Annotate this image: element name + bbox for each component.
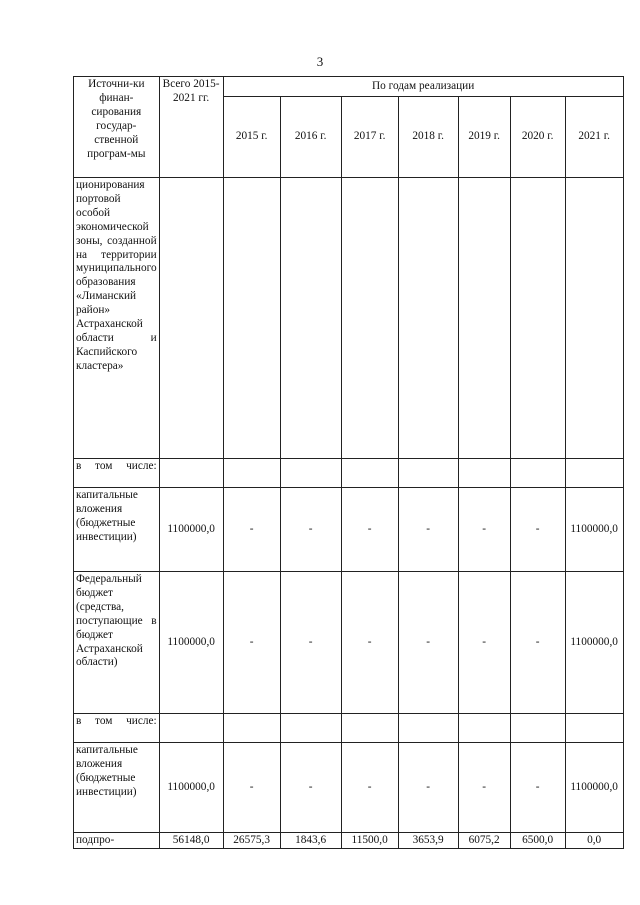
row-total [159, 459, 223, 488]
row-source: в том числе: [74, 714, 160, 743]
year-cell: - [341, 488, 398, 572]
year-cell [280, 714, 341, 743]
row-total: 1100000,0 [159, 488, 223, 572]
year-cell: 1100000,0 [565, 488, 623, 572]
year-cell: 3653,9 [398, 833, 458, 849]
year-cell [510, 459, 565, 488]
row-source: ционирования портовой особой экономической зоны, созданной на территории муниципального образования «Лиманский район» Астраханской области и Каспийского кластера» [74, 178, 160, 459]
year-cell: - [458, 743, 510, 833]
year-cell [341, 714, 398, 743]
year-cell: 6075,2 [458, 833, 510, 849]
year-cell: 1100000,0 [565, 572, 623, 714]
row-source: капитальные вложения (бюджетные инвестиции) [74, 488, 160, 572]
table-row [74, 833, 624, 849]
year-cell [223, 459, 280, 488]
year-cell [565, 459, 623, 488]
table-row [74, 488, 624, 572]
header-year: 2020 г. [510, 97, 565, 178]
row-source: Федеральный бюджет (средства, поступающие в бюджет Астраханской области) [74, 572, 160, 714]
year-cell [565, 178, 623, 459]
header-year: 2016 г. [280, 97, 341, 178]
year-cell: - [341, 572, 398, 714]
year-cell: - [280, 743, 341, 833]
row-total: 1100000,0 [159, 743, 223, 833]
row-total: 56148,0 [159, 833, 223, 849]
year-cell: - [458, 488, 510, 572]
row-total [159, 178, 223, 459]
year-cell: - [223, 743, 280, 833]
year-cell: 1100000,0 [565, 743, 623, 833]
table-row [74, 743, 624, 833]
year-cell: - [280, 572, 341, 714]
year-cell [280, 459, 341, 488]
year-cell [510, 714, 565, 743]
year-cell [510, 178, 565, 459]
header-by-years: По годам реализации [223, 77, 623, 97]
row-source: подпро- [74, 833, 160, 849]
year-cell [458, 178, 510, 459]
row-total [159, 714, 223, 743]
header-row [74, 77, 624, 97]
year-cell [398, 459, 458, 488]
year-cell: - [223, 572, 280, 714]
year-cell [280, 178, 341, 459]
year-cell [458, 714, 510, 743]
year-cell [458, 459, 510, 488]
year-cell [341, 178, 398, 459]
year-cell [223, 714, 280, 743]
header-year: 2021 г. [565, 97, 623, 178]
year-cell [565, 714, 623, 743]
row-source: капитальные вложения (бюджетные инвестиции) [74, 743, 160, 833]
year-cell: - [280, 488, 341, 572]
year-cell: 0,0 [565, 833, 623, 849]
header-year: 2018 г. [398, 97, 458, 178]
table-row [74, 178, 624, 459]
funding-table [73, 76, 624, 849]
table-row [74, 459, 624, 488]
header-year: 2017 г. [341, 97, 398, 178]
year-cell: 6500,0 [510, 833, 565, 849]
row-total: 1100000,0 [159, 572, 223, 714]
row-source: в том числе: [74, 459, 160, 488]
header-source: Источни-ки финан-сирования государ-ственной програм-мы [74, 77, 160, 178]
year-cell [223, 178, 280, 459]
year-cell: - [223, 488, 280, 572]
year-cell: - [510, 572, 565, 714]
year-cell [398, 714, 458, 743]
year-cell: - [341, 743, 398, 833]
header-year: 2015 г. [223, 97, 280, 178]
table-row [74, 572, 624, 714]
year-cell: - [398, 743, 458, 833]
header-year: 2019 г. [458, 97, 510, 178]
year-cell: 26575,3 [223, 833, 280, 849]
year-cell [341, 459, 398, 488]
year-cell: - [510, 488, 565, 572]
year-cell: - [398, 488, 458, 572]
table-row [74, 714, 624, 743]
year-cell: - [398, 572, 458, 714]
year-cell: 1843,6 [280, 833, 341, 849]
header-total: Всего 2015-2021 гг. [159, 77, 223, 178]
page-number: 3 [316, 54, 324, 69]
year-cell: 11500,0 [341, 833, 398, 849]
year-cell [398, 178, 458, 459]
year-cell: - [458, 572, 510, 714]
year-cell: - [510, 743, 565, 833]
